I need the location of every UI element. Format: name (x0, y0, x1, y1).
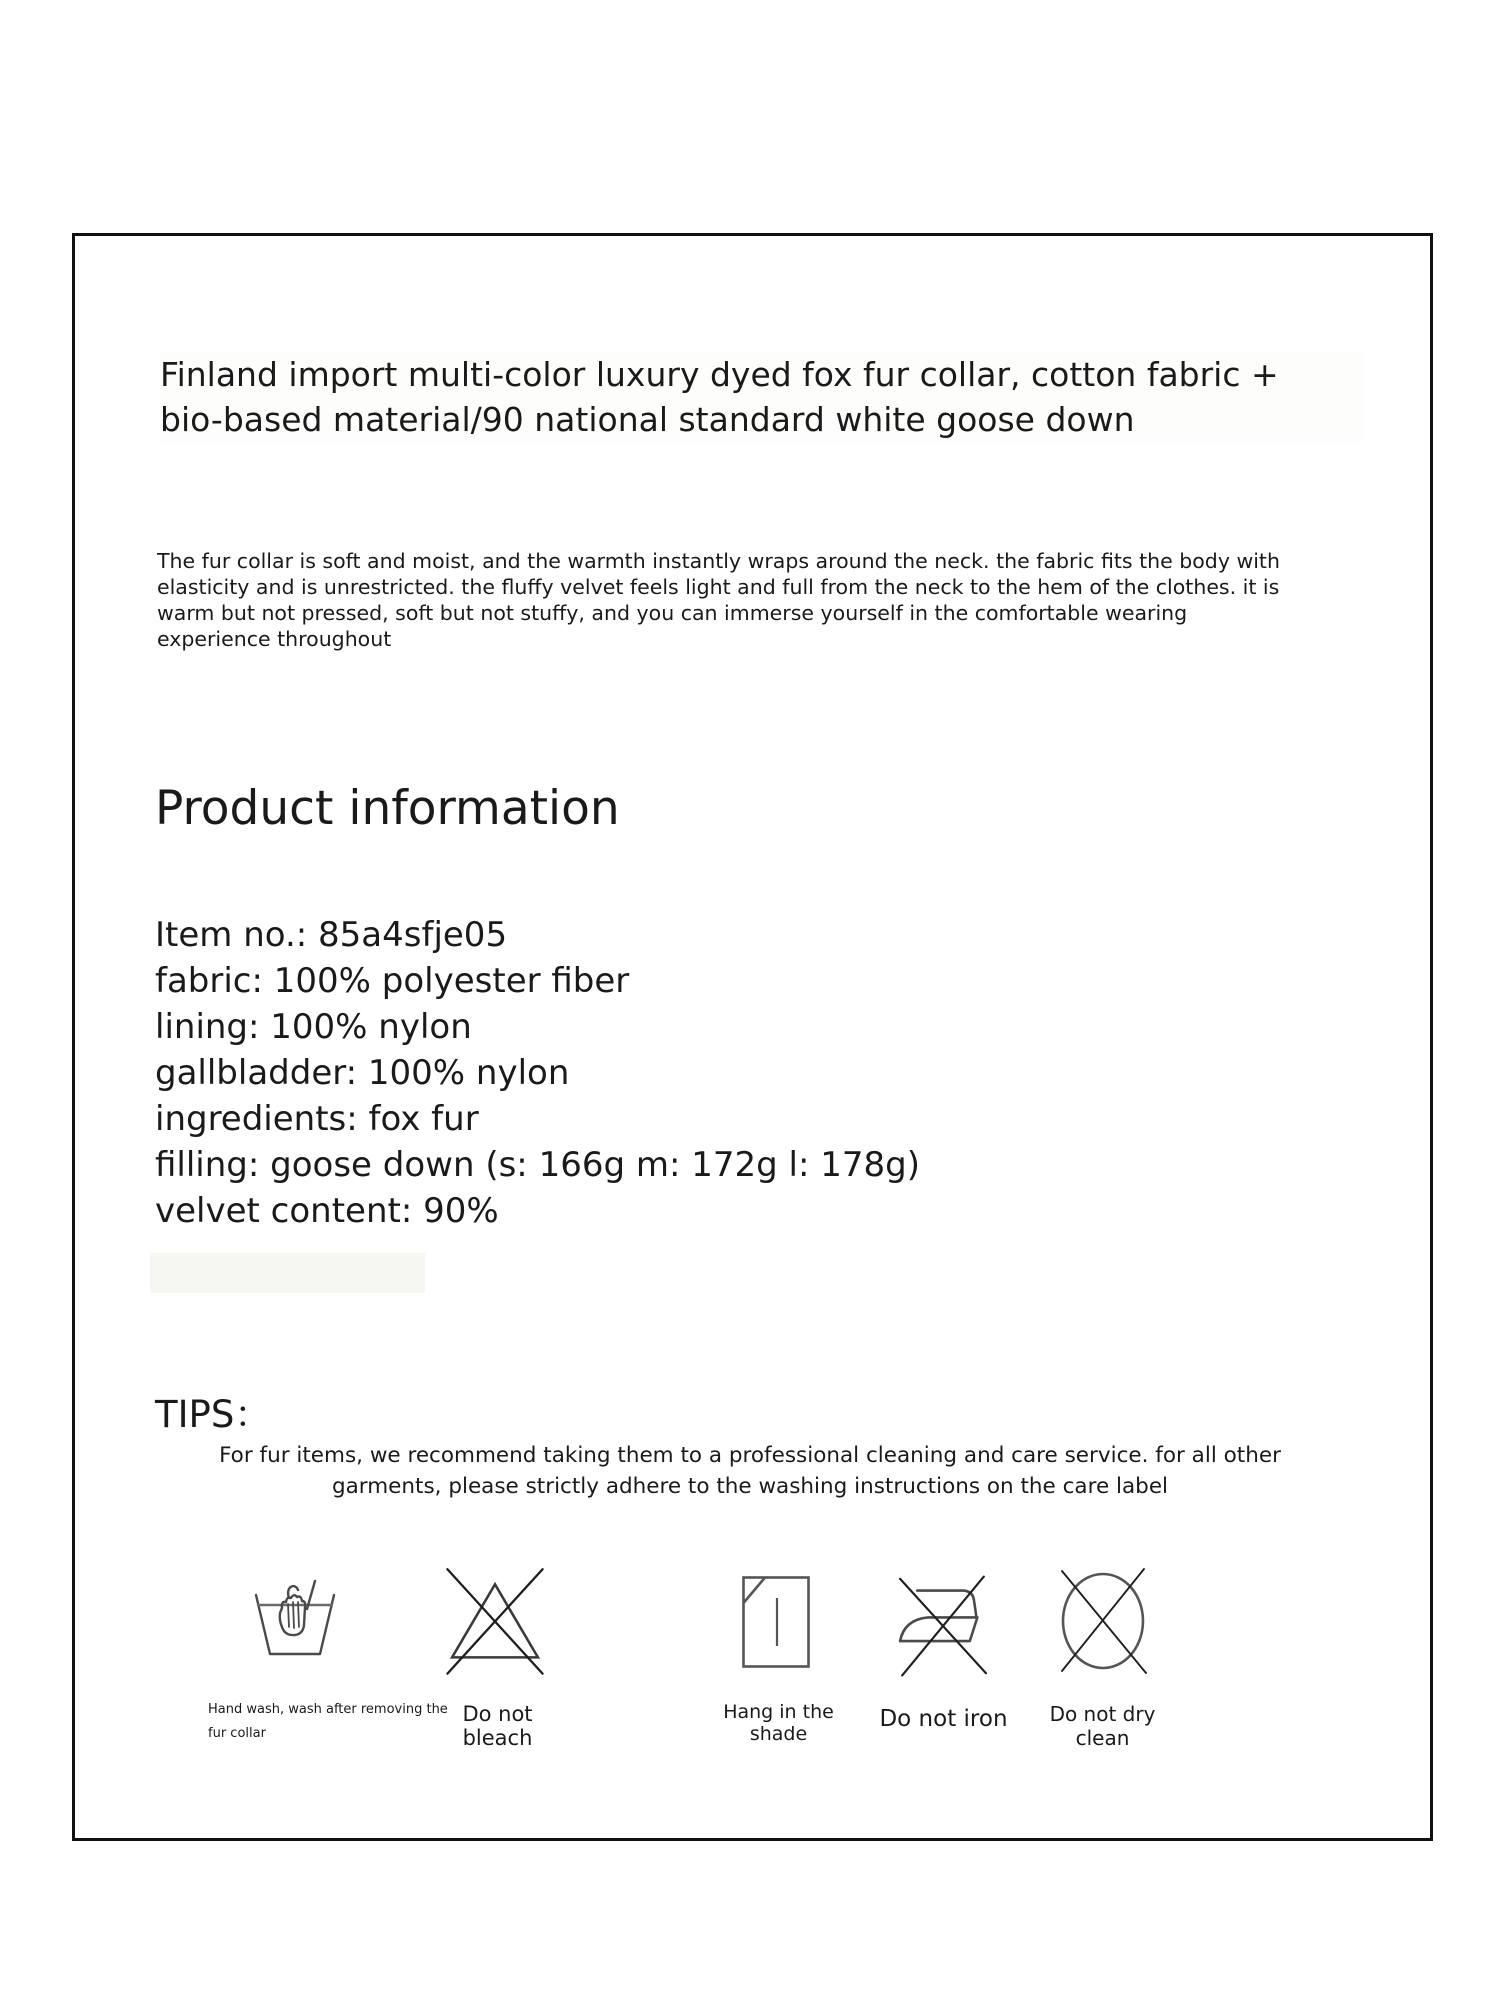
care-symbol-label-do-not-iron: Do not iron (879, 1706, 1008, 1732)
product-title-line2: bio-based material/90 national standard white goose down (160, 400, 1135, 439)
hand-wash-icon (245, 1575, 345, 1675)
do-not-bleach-icon (437, 1560, 553, 1684)
tips-line2: garments, please strictly adhere to the washing instructions on the care label (331, 1474, 1169, 1499)
care-symbol-label-do-not-bleach: Do not bleach (462, 1702, 533, 1750)
care-symbol-label-do-not-dry-clean: Do not dry clean (1049, 1702, 1156, 1750)
hang-in-shade-icon (742, 1576, 810, 1668)
do-not-dry-clean-icon (1048, 1561, 1158, 1681)
spec-list (155, 912, 920, 1234)
spec-line-item-no: Item no.: 85a4sfje05 (155, 915, 508, 955)
spec-line-ingredients: ingredients: fox fur (155, 1099, 479, 1139)
tips-text (155, 1440, 1345, 1502)
tips-heading: TIPS： (155, 1393, 272, 1436)
scan-artifact-box (150, 1253, 425, 1293)
care-symbol-label-hand-wash: Hand wash, wash after removing the fur collar (208, 1702, 448, 1741)
care-symbol-label-hang-in-shade: Hang in the shade (723, 1701, 834, 1745)
product-info-heading: Product information (155, 781, 620, 836)
spec-line-filling: filling: goose down (s: 166g m: 172g l: 178g) (155, 1145, 920, 1185)
spec-line-velvet-content: velvet content: 90% (155, 1191, 499, 1231)
tips-line1: For fur items, we recommend taking them to a professional cleaning and care service. for all other (219, 1443, 1281, 1468)
product-description: The fur collar is soft and moist, and the warmth instantly wraps around the neck. the fabric fits the body with elasticity and is unrestricted. the fluffy velvet feels light and full from the neck to the hem of the clothes. it is warm but not pressed, soft but not stuffy, and you can immerse yourself in the comfortable wearing experience throughout (157, 549, 1280, 651)
product-title (160, 352, 1365, 442)
do-not-iron-icon (885, 1566, 1001, 1686)
spec-line-fabric: fabric: 100% polyester fiber (155, 961, 630, 1001)
spec-line-gallbladder: gallbladder: 100% nylon (155, 1053, 570, 1093)
product-title-line1: Finland import multi-color luxury dyed fox fur collar, cotton fabric + (160, 355, 1279, 394)
spec-line-lining: lining: 100% nylon (155, 1007, 472, 1047)
